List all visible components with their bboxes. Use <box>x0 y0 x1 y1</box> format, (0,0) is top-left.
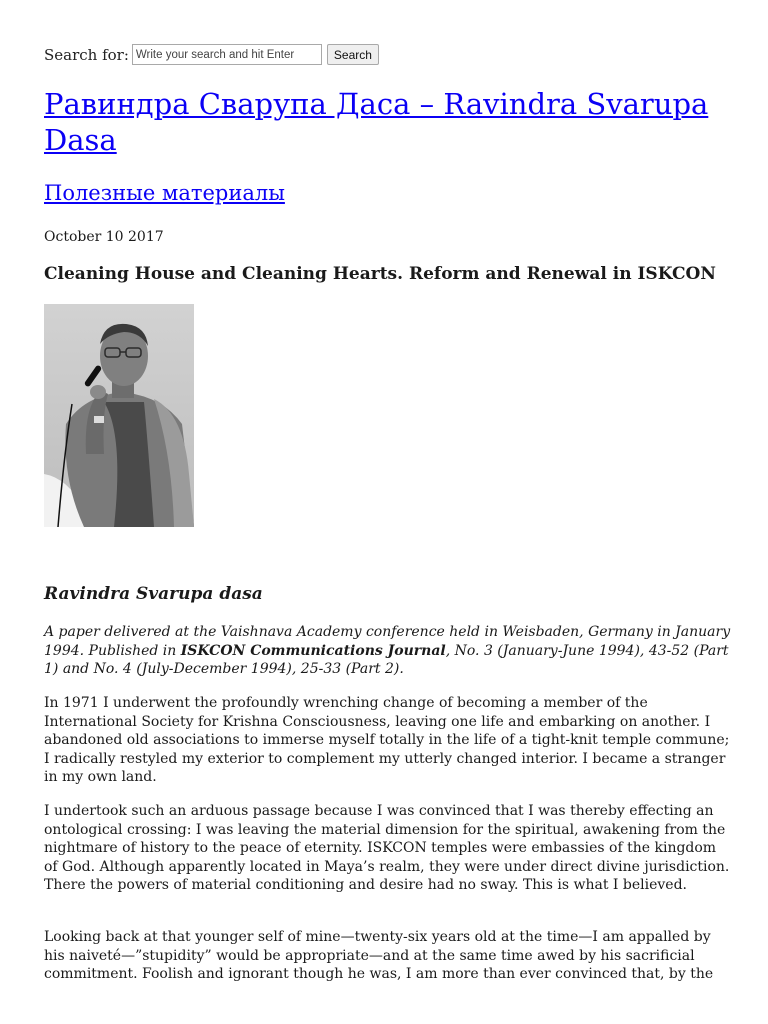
search-button[interactable]: Search <box>327 44 379 65</box>
body-paragraph-2: I undertook such an arduous passage because I was convinced that I was thereby effecting an ontological crossing: I was leaving the material dimension for the spiritual, awakening from the nightmare of history to the peace of eternity. ISKCON temples were embassies of the kingdom of God. Although apparently located in Maya’s realm, they were under direct divine jurisdiction. There the powers of material conditioning and desire had no sway. This is what I believed. <box>44 803 730 893</box>
intro-note <box>44 623 734 679</box>
site-description <box>44 178 285 208</box>
search-label: Search for: <box>44 45 129 64</box>
author-photo-image <box>44 304 194 527</box>
site-description-link[interactable]: Полезные материалы <box>44 181 285 205</box>
intro-text-start: A paper delivered at the Vaishnava Academy conference held in Weisbaden, Germany in January 1994. Published in <box>44 624 731 659</box>
site-title <box>44 86 734 158</box>
body-paragraph-1: In 1971 I underwent the profoundly wrenching change of becoming a member of the International Society for Krishna Consciousness, leaving one life and embarking on another. I abandoned old associations to immerse myself totally in the life of a tight-knit temple commune; I radically restyled my exterior to complement my utterly changed interior. I became a stranger in my own land. <box>44 695 730 785</box>
body-paragraph-3: Looking back at that younger self of mine—twenty-six years old at the time—I am appalled by his naiveté—”stupidity” would be appropriate—and at the same time awed by his sacrificial commitment. Foolish and ignorant though he was, I am more than ever convinced that, by the <box>44 929 714 982</box>
post-date: October 10 2017 <box>44 229 164 245</box>
author-photo <box>44 304 194 527</box>
author-name: Ravindra Svarupa dasa <box>44 584 263 604</box>
search-input[interactable] <box>132 44 322 65</box>
intro-text-end: , No. 3 (January-June 1994), 43-52 (Part 1) and No. 4 (July-December 1994), 25-33 (Part 2). <box>44 642 729 677</box>
site-title-link[interactable]: Равиндра Сварупа Даса – Ravindra Svarupa Dasa <box>44 87 709 157</box>
post-title: Cleaning House and Cleaning Hearts. Reform and Renewal in ISKCON <box>44 264 716 284</box>
journal-name: ISKCON Communications Journal <box>180 642 446 659</box>
search-form <box>44 44 379 65</box>
